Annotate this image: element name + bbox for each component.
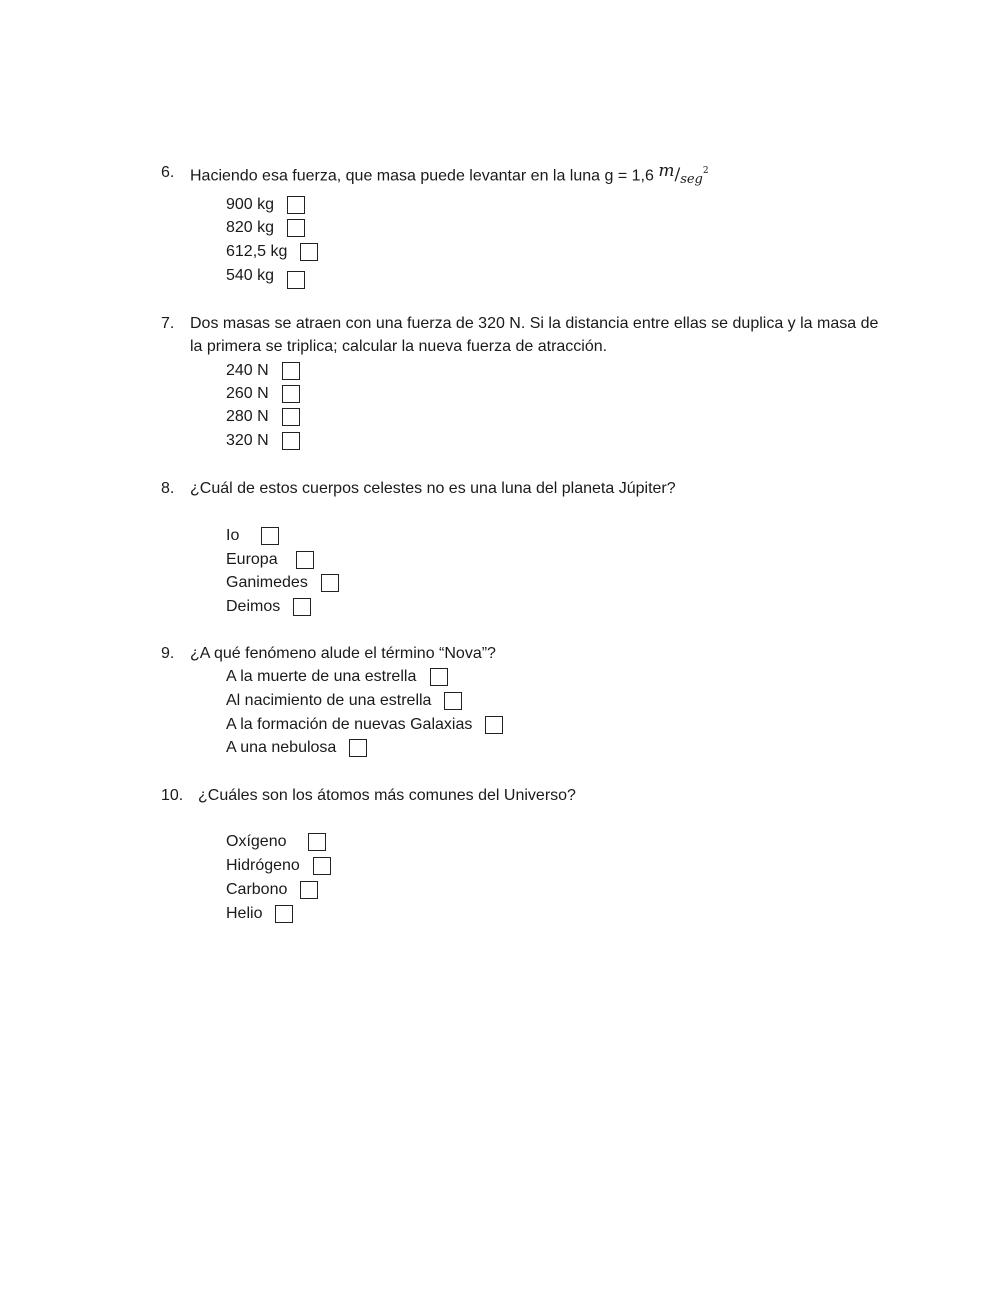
gravity-unit: m/seg$^2$	[658, 161, 709, 188]
answer-checkbox[interactable]	[287, 219, 305, 237]
option-row: Hidrógeno	[226, 854, 331, 877]
answer-checkbox[interactable]	[444, 692, 462, 710]
answer-checkbox[interactable]	[282, 432, 300, 450]
question-9	[161, 642, 881, 665]
option-row: 900 kg	[226, 193, 305, 216]
option-row: Ganimedes	[226, 571, 339, 594]
question-number: 8.	[161, 480, 175, 497]
option-row: Oxígeno	[226, 830, 326, 853]
answer-checkbox[interactable]	[349, 739, 367, 757]
option-row: A la formación de nuevas Galaxias	[226, 713, 503, 736]
answer-checkbox[interactable]	[485, 716, 503, 734]
option-row: 240 N	[226, 359, 300, 382]
question-text: Dos masas se atraen con una fuerza de 320 N. Si la distancia entre ellas se duplica y la masa de la primera se triplica; calcular la nueva fuerza de atracción.	[190, 315, 879, 355]
answer-checkbox[interactable]	[430, 668, 448, 686]
answer-checkbox[interactable]	[313, 857, 331, 875]
option-row: 260 N	[226, 382, 300, 405]
answer-checkbox[interactable]	[287, 271, 305, 289]
question-8	[161, 477, 881, 500]
answer-checkbox[interactable]	[282, 385, 300, 403]
option-row: 612,5 kg	[226, 240, 318, 263]
option-row: Helio	[226, 902, 293, 925]
question-number: 10.	[161, 787, 184, 804]
option-row: 280 N	[226, 405, 300, 428]
question-text: Haciendo esa fuerza, que masa puede levantar en la luna g = 1,6 m/seg$^2$	[190, 161, 709, 188]
question-text: ¿A qué fenómeno alude el término “Nova”?	[190, 645, 496, 662]
answer-checkbox[interactable]	[282, 362, 300, 380]
answer-checkbox[interactable]	[308, 833, 326, 851]
answer-checkbox[interactable]	[296, 551, 314, 569]
question-10	[161, 784, 881, 807]
answer-checkbox[interactable]	[282, 408, 300, 426]
question-7	[161, 312, 881, 358]
answer-checkbox[interactable]	[275, 905, 293, 923]
option-row: Carbono	[226, 878, 318, 901]
option-row: 540 kg	[226, 264, 305, 287]
option-row: A la muerte de una estrella	[226, 665, 448, 688]
answer-checkbox[interactable]	[261, 527, 279, 545]
option-row: 820 kg	[226, 216, 305, 239]
question-number: 9.	[161, 645, 175, 662]
option-row: A una nebulosa	[226, 736, 367, 759]
question-number: 7.	[161, 315, 175, 332]
answer-checkbox[interactable]	[300, 881, 318, 899]
question-6	[161, 161, 881, 188]
option-row: 320 N	[226, 429, 300, 452]
option-row: Europa	[226, 548, 314, 571]
question-number: 6.	[161, 164, 175, 181]
answer-checkbox[interactable]	[287, 196, 305, 214]
question-text: ¿Cuál de estos cuerpos celestes no es una luna del planeta Júpiter?	[190, 480, 676, 497]
answer-checkbox[interactable]	[293, 598, 311, 616]
answer-checkbox[interactable]	[321, 574, 339, 592]
question-text: ¿Cuáles son los átomos más comunes del Universo?	[198, 787, 576, 804]
option-row: Al nacimiento de una estrella	[226, 689, 462, 712]
answer-checkbox[interactable]	[300, 243, 318, 261]
option-row: Deimos	[226, 595, 311, 618]
option-row: Io	[226, 524, 279, 547]
